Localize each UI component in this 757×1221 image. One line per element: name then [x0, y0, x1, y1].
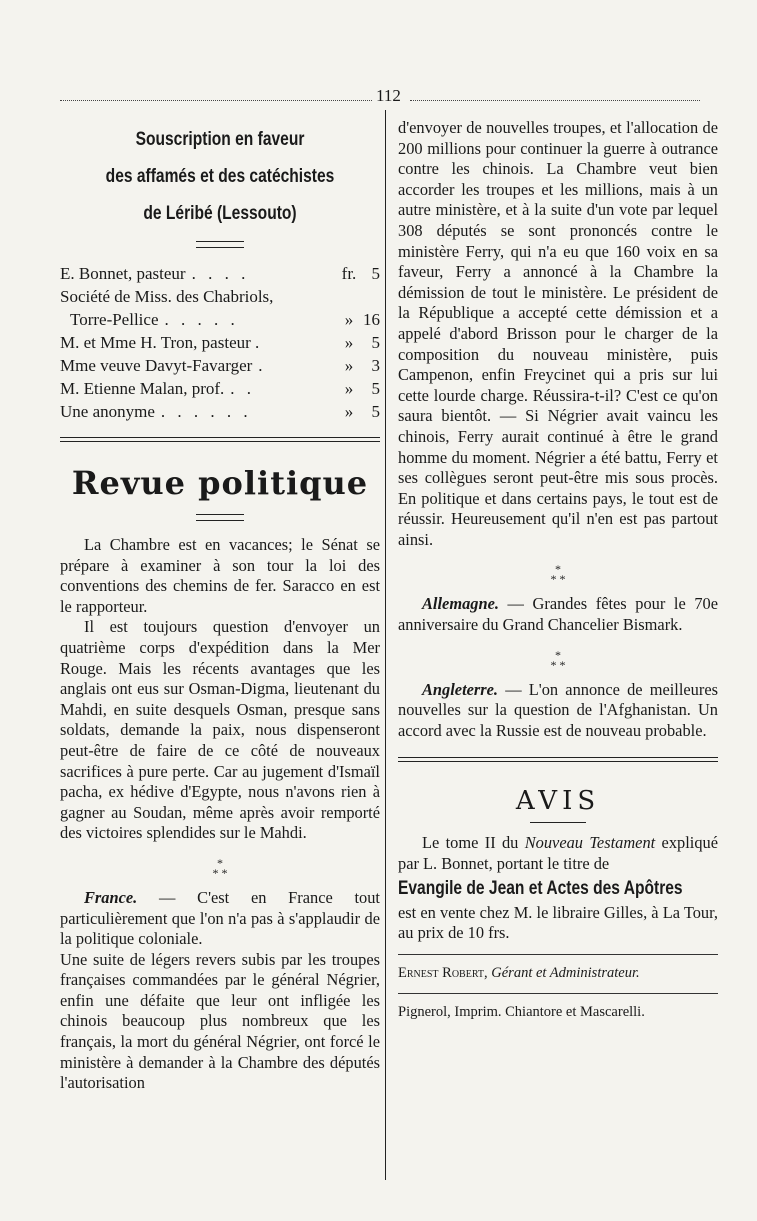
section-stars: * * *: [550, 562, 566, 587]
donor-currency: »: [344, 402, 354, 421]
donor-currency: fr.: [341, 264, 357, 283]
gerant-name: Ernest Robert,: [398, 964, 488, 981]
country-label: Angleterre.: [422, 679, 499, 699]
france-paragraph: France. — C'est en France tout particulièrement que l'on n'a pas à s'applaudir de la politique coloniale.: [60, 887, 380, 949]
avis-rule: [530, 822, 586, 823]
country-label: France.: [84, 887, 138, 907]
book-name: Nouveau Testament: [524, 833, 656, 853]
donor-list: [60, 262, 380, 423]
country-label: Allemagne.: [422, 594, 499, 614]
donor-row: Torre-Pellice . . . . . » 16: [60, 308, 380, 331]
revue-title: Revue politique: [71, 464, 369, 502]
donor-amount: 5: [371, 333, 380, 352]
donor-row: Une anonyme . . . . . . » 5: [60, 402, 380, 421]
donor-name: M. Etienne Malan, prof.: [60, 379, 225, 398]
footer-rule: [398, 954, 718, 955]
angleterre-paragraph: Angleterre. — L'on annonce de meilleures nouvelles sur la question de l'Afghanistan. Un accord avec la Russie est de nouveau probable.: [398, 679, 718, 740]
donor-currency: »: [344, 310, 354, 329]
right-column: [398, 118, 718, 1022]
donor-row: [60, 285, 380, 308]
paragraph: La Chambre est en vacances; le Sénat se prépare à examiner à son tour la loi des conventions des chemins de fer. Saracco en est le rapporteur.: [60, 535, 380, 616]
donor-amount: 5: [371, 264, 380, 283]
donor-name: Mme veuve Davyt-Favarger: [60, 356, 253, 375]
subscription-title-line-1: Souscription en faveur: [135, 129, 305, 150]
page-number: 112: [376, 86, 401, 105]
donor-name: M. et Mme H. Tron, pasteur .: [60, 333, 260, 352]
donor-name: Société de Miss. des Chabriols,: [60, 287, 274, 306]
printer-line: Pignerol, Imprim. Chiantore et Mascarelli.: [398, 1003, 645, 1020]
donor-amount: 3: [371, 356, 380, 375]
subscription-title-line-2: des affamés et des catéchistes: [105, 166, 335, 187]
gerant-line: [398, 963, 718, 983]
page-header: [60, 88, 700, 108]
book-title: Evangile de Jean et Actes des Apôtres: [398, 877, 683, 899]
avis-title: AVIS: [515, 786, 601, 817]
subscription-title-line-3: de Léribé (Lessouto): [143, 203, 297, 224]
double-rule: [196, 241, 244, 248]
donor-row: Mme veuve Davyt-Favarger . » 3: [60, 356, 380, 375]
paragraph: Il est toujours question d'envoyer un quatrième corps d'expédition dans la Mer Rouge. Mais les récents avantages que les anglais ont eus sur Osman-Digma, lieutenant du Mahdi, en suite desquels Osman, presque sans soldats, demande la paix, nous dispenseront peut-être de faire de ce côté de nouveaux sacrifices à pure perte. Car au jugement d'Ismaïl pacha, ex hédive d'Egypte, nous n'avons rien à gagner au Soudan, même après avoir remporté des victoires splendides sur le Mahdi.: [60, 617, 380, 843]
header-rule-left: [60, 100, 372, 101]
donor-name: E. Bonnet, pasteur: [60, 264, 186, 283]
section-stars: * * *: [212, 855, 228, 880]
donor-name: Torre-Pellice: [70, 310, 159, 329]
donor-amount: 5: [371, 379, 380, 398]
avis-sale: est en vente chez M. le libraire Gilles, à La Tour, au prix de 10 frs.: [398, 902, 718, 943]
donor-name: Une anonyme: [60, 402, 155, 421]
donor-row: M. Etienne Malan, prof. . . » 5: [60, 379, 380, 398]
donor-amount: 16: [363, 310, 380, 329]
donor-currency: »: [344, 356, 354, 375]
donor-currency: »: [344, 379, 354, 398]
donor-amount: 5: [371, 402, 380, 421]
paragraph: Une suite de légers revers subis par les troupes françaises commandées par le général Négrier, enfin une défaite que leur ont infligée les chinois beaucoup plus nombreux que les français, la mort du général Négrier, ont forcé le ministère à demander à la Chambre des députés l'autorisation: [60, 949, 380, 1093]
footer-rule: [398, 993, 718, 994]
allemagne-paragraph: Allemagne. — Grandes fêtes pour le 70e anniversaire du Grand Chancelier Bismark.: [398, 594, 718, 635]
section-stars: * * *: [550, 647, 566, 672]
avis-paragraph: Le tome II du Nouveau Testament expliqué par L. Bonnet, portant le titre de: [398, 833, 718, 874]
left-column: [60, 118, 380, 1094]
section-rule: [398, 757, 718, 762]
donor-currency: »: [344, 333, 354, 352]
section-rule: [60, 437, 380, 442]
donor-row: [60, 331, 380, 354]
double-rule: [196, 514, 244, 521]
gerant-role: Gérant et Administrateur.: [491, 964, 640, 981]
paragraph: d'envoyer de nouvelles troupes, et l'allocation de 200 millions pour continuer la guerre à outrance contre les chinois. La Chambre veut bien accorder les troupes et les millions, mais à un autre ministère, et à la suite d'un vote par lequel 308 députés se sont prononcés contre le ministère Ferry, qui n'a eu que 160 voix en sa faveur, Ferry a annoncé à la Chambre la démission de tout le ministère. Le président de la République a accepté cette démission et a appelé d'abord Brisson pour le charger de la composition du nouveau ministère, puis Campenon, enfin Freycinet qui a pris sur lui cette lourde charge. Réussira-t-il? C'est ce qu'on saura bientôt. — Si Négrier avait vaincu les chinois, Ferry aurait continué à être le grand homme du moment. Négrier a été battu, Ferry et ses collègues seront peut-être mis sous procès. En politique et dans certains pays, le tout est de réussir. Heureusement qu'il n'en est pas partout ainsi.: [398, 118, 718, 549]
subscription-title: [60, 124, 380, 229]
header-rule-right: [410, 100, 700, 101]
donor-row: E. Bonnet, pasteur . . . . fr. 5: [60, 264, 380, 283]
column-divider: [385, 110, 386, 1180]
